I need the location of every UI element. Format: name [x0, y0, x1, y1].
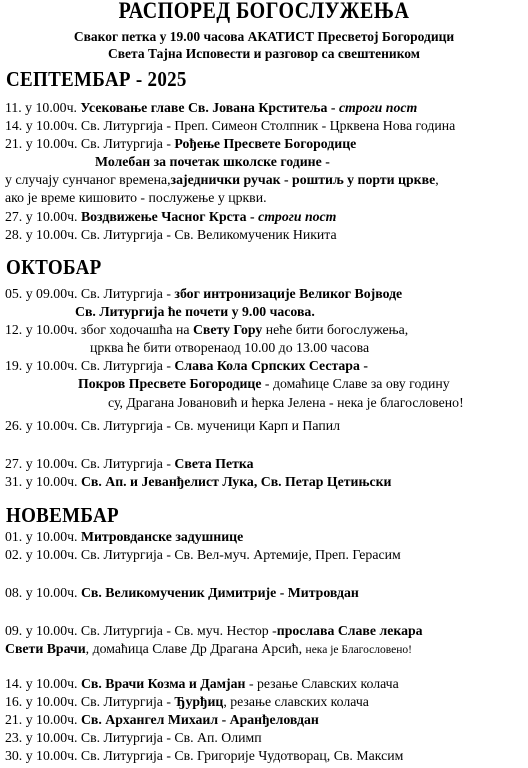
schedule-text: 19. у 10.00ч. Св. Литургија -	[5, 358, 175, 373]
confession-notice: Света Тајна Исповести и разговор са свештеником	[108, 46, 420, 61]
schedule-text: - резање Славских колача	[245, 676, 399, 691]
schedule-text: заједнички ручак - роштиљ у порти цркве	[170, 172, 436, 187]
schedule-text: 05. у 09.00ч. Св. Литургија -	[5, 286, 175, 301]
schedule-line	[5, 171, 439, 189]
schedule-line	[5, 729, 262, 747]
schedule-line	[90, 339, 369, 357]
schedule-text: Слава Кола Српских Сестара -	[174, 358, 368, 373]
schedule-text: Св. Ап. и Јеванђелист Лука, Св. Петар Цетињски	[80, 474, 392, 489]
schedule-text: 23. у 10.00ч. Св. Литургија - Св. Ап. Олимп	[5, 730, 262, 745]
schedule-text: 21. у 10.00ч. Св. Литургија -	[5, 136, 175, 151]
schedule-text: неће бити богослужења,	[262, 322, 409, 337]
schedule-line	[5, 711, 319, 729]
schedule-text: 11. у 10.00ч.	[5, 100, 81, 115]
akathist-notice: Сваког петка у 19.00 часова АКАТИСТ Пресветој Богородици	[73, 29, 455, 44]
schedule-text: су, Драгана Јовановић и ћерка Јелена - нека је благословено!	[108, 395, 464, 410]
schedule-text: строги пост	[338, 100, 418, 115]
schedule-text: прослава Славе лекара	[276, 623, 423, 638]
schedule-line	[5, 189, 267, 207]
schedule-text: Молебан за почетак школске године -	[95, 154, 330, 169]
schedule-text: Свету Гору	[192, 322, 263, 337]
schedule-line	[5, 528, 243, 546]
schedule-line	[5, 455, 254, 473]
schedule-line	[5, 357, 368, 375]
schedule-text: Св. Великомученик Димитрије - Митровдан	[80, 585, 359, 600]
schedule-text: црква ће бити отворенаод 10.00 до 13.00 часова	[90, 340, 370, 355]
schedule-text: Рођење Пресвете Богородице	[174, 136, 357, 151]
schedule-text: 02. у 10.00ч. Св. Литургија - Св. Вел-муч. Артемије, Преп. Герасим	[5, 547, 401, 562]
schedule-text: 14. у 10.00ч. Св. Литургија - Преп. Симеон Столпник - Црквена Нова година	[5, 118, 456, 133]
schedule-line	[5, 321, 408, 339]
schedule-text: строги пост	[258, 209, 337, 224]
schedule-text: 28. у 10.00ч. Св. Литургија - Св. Великомученик Никита	[5, 227, 337, 242]
month-heading: СЕПТЕМБАР - 2025	[6, 68, 187, 92]
schedule-text: 09. у 10.00ч. Св. Литургија - Св. муч. Нестор -	[5, 623, 277, 638]
schedule-line	[5, 675, 399, 693]
schedule-line	[5, 208, 336, 226]
schedule-text: Митровданске задушнице	[80, 529, 244, 544]
schedule-text: у случају сунчаног времена,	[5, 172, 171, 187]
schedule-line	[5, 226, 337, 244]
schedule-text: , домаћица Славе Др Драгана Арсић,	[85, 641, 306, 656]
schedule-text: 14. у 10.00ч.	[5, 676, 81, 691]
schedule-line	[5, 285, 402, 303]
schedule-text: Усековање главе Св. Јована Крститеља -	[80, 100, 339, 115]
schedule-line	[5, 417, 340, 435]
schedule-line	[75, 303, 315, 321]
schedule-text: 27. у 10.00ч.	[5, 209, 81, 224]
schedule-line	[78, 375, 450, 393]
schedule-line	[5, 135, 356, 153]
schedule-text: Св. Врачи Козма и Дамјан	[80, 676, 246, 691]
schedule-text: 12. у 10.00ч. због ходочашћа на	[5, 322, 193, 337]
schedule-line	[5, 99, 417, 117]
page-title: РАСПОРЕД БОГОСЛУЖЕЊА	[118, 0, 410, 24]
schedule-text: 16. у 10.00ч. Св. Литургија -	[5, 694, 175, 709]
schedule-text: , резање славских колача	[223, 694, 369, 709]
schedule-line	[5, 622, 423, 640]
schedule-text: Свети Врачи	[5, 641, 86, 656]
schedule-text: Воздвижење Часног Крста -	[80, 209, 259, 224]
schedule-text: 26. у 10.00ч. Св. Литургија - Св. мученици Карп и Папил	[5, 418, 340, 433]
schedule-text: Ђурђиц	[174, 694, 224, 709]
schedule-line	[5, 693, 369, 711]
schedule-text: - домаћице Славе за ову годину	[261, 376, 450, 391]
schedule-line	[108, 394, 464, 412]
schedule-text: 27. у 10.00ч. Св. Литургија -	[5, 456, 175, 471]
schedule-text: нека је Благословено!	[305, 644, 412, 656]
schedule-line	[5, 117, 455, 135]
schedule-text: због интронизације Великог Војводе	[174, 286, 403, 301]
schedule-line	[95, 153, 330, 171]
schedule-text: Покров Пресвете Богородице	[78, 376, 262, 391]
schedule-text: 30. у 10.00ч. Св. Литургија - Св. Григорије Чудотворац, Св. Максим	[5, 748, 404, 763]
schedule-line	[5, 747, 403, 765]
schedule-text: 08. у 10.00ч.	[5, 585, 81, 600]
schedule-text: 21. у 10.00ч.	[5, 712, 81, 727]
schedule-text: ,	[435, 172, 439, 187]
schedule-text: 01. у 10.00ч.	[5, 529, 81, 544]
schedule-line	[5, 584, 359, 602]
schedule-text: 31. у 10.00ч.	[5, 474, 81, 489]
schedule-text: Св. Архангел Михаил - Аранђеловдан	[80, 712, 319, 727]
schedule-text: Св. Литургија ће почети у 9.00 часова.	[75, 304, 315, 319]
month-heading: ОКТОБАР	[6, 256, 102, 280]
month-heading: НОВЕМБАР	[6, 504, 119, 528]
schedule-line	[5, 546, 401, 564]
schedule-line	[5, 473, 391, 491]
schedule-text: ако је време кишовито - послужење у цркви.	[5, 190, 267, 205]
schedule-line	[5, 640, 412, 659]
schedule-text: Света Петка	[174, 456, 254, 471]
